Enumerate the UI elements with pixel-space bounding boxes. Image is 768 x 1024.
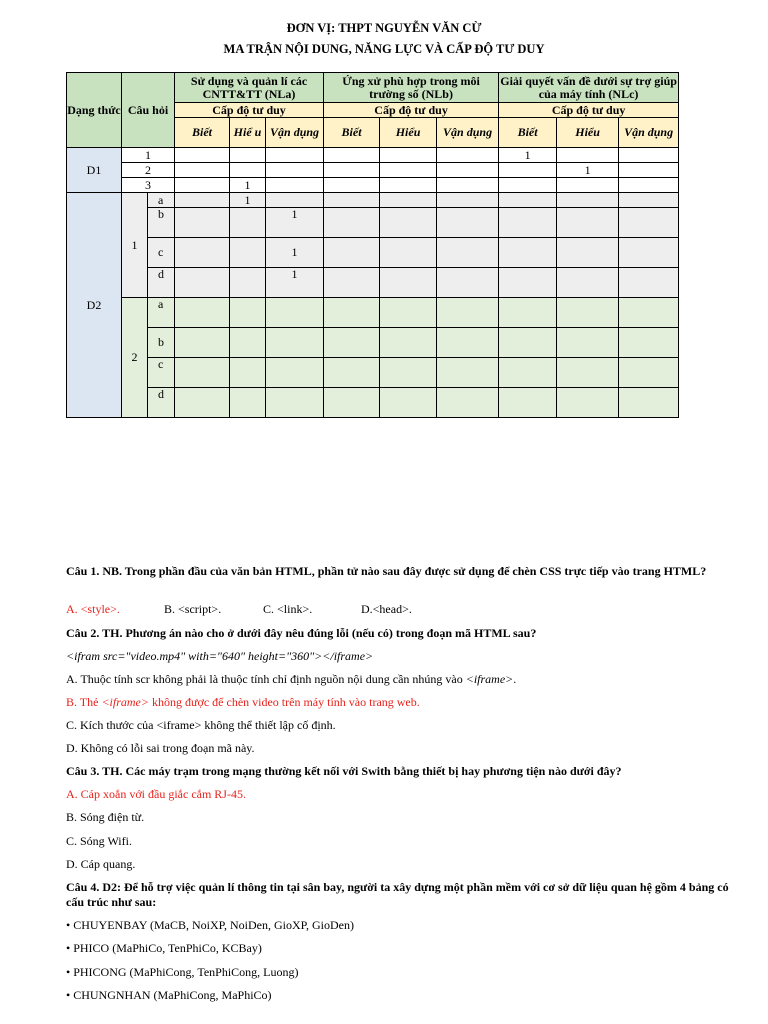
question-2-stem: Câu 2. TH. Phương án nào cho ở dưới đây nêu đúng lỗi (nếu có) trong đoạn mã HTML sau?	[66, 626, 537, 640]
question-1-option-d: D.<head>.	[361, 602, 412, 616]
question-1-stem: Câu 1. NB. Trong phần đầu của văn bản HTML, phần tử nào sau đây được sử dụng để chèn CSS trực tiếp vào trang HTML?	[66, 564, 707, 578]
cell	[499, 178, 557, 193]
cell: 1	[557, 163, 619, 178]
cell	[499, 328, 557, 358]
cell	[266, 328, 324, 358]
cell	[324, 208, 380, 238]
table-row	[67, 193, 679, 208]
cell	[175, 178, 230, 193]
cell: 1	[266, 238, 324, 268]
table-row	[67, 388, 679, 418]
question-2-option-a	[66, 672, 730, 687]
level-a-know: Biết	[175, 118, 230, 148]
cell	[380, 388, 437, 418]
cell	[437, 358, 499, 388]
col-header-question: Câu hỏi	[122, 73, 175, 148]
question-2-option-d: D. Không có lỗi sai trong đoạn mã này.	[66, 741, 255, 755]
level-a-understand: Hiể u	[230, 118, 266, 148]
question-1-option-a: A. <style>.	[66, 602, 120, 616]
option-code: <iframe>	[465, 672, 514, 686]
col-header-form: Dạng thức	[67, 73, 122, 148]
question-3-stem: Câu 3. TH. Các máy trạm trong mạng thường kết nối với Swith bằng thiết bị hay phương tiện nào dưới đây?	[66, 764, 622, 778]
cell	[557, 193, 619, 208]
cell	[324, 163, 380, 178]
cell	[557, 388, 619, 418]
sub-item: d	[148, 268, 175, 298]
cell	[266, 193, 324, 208]
cell	[619, 178, 679, 193]
question-3-option-b: B. Sóng điện từ.	[66, 810, 145, 824]
cell	[266, 178, 324, 193]
cell	[499, 238, 557, 268]
cell	[499, 208, 557, 238]
cell	[437, 208, 499, 238]
question-4-stem: Câu 4. D2: Để hỗ trợ việc quản lí thông tin tại sân bay, người ta xây dựng một phần mềm với cơ sở dữ liệu quan hệ gồm 4 bảng có cấu trúc như sau:	[66, 880, 729, 909]
cell	[619, 163, 679, 178]
cell	[266, 163, 324, 178]
cell	[380, 163, 437, 178]
cell	[324, 178, 380, 193]
cell	[230, 298, 266, 328]
sub-item: d	[148, 388, 175, 418]
question-4-table-3: • PHICONG (MaPhiCong, TenPhiCong, Luong)	[66, 965, 299, 979]
cell	[619, 268, 679, 298]
cell	[499, 193, 557, 208]
cell	[499, 163, 557, 178]
cell	[324, 358, 380, 388]
cell	[324, 268, 380, 298]
level-label-c: Cấp độ tư duy	[499, 103, 679, 118]
cell: 1	[499, 148, 557, 163]
cell	[619, 238, 679, 268]
table-row	[67, 148, 679, 163]
level-label-b: Cấp độ tư duy	[324, 103, 499, 118]
cell	[437, 388, 499, 418]
cell	[266, 358, 324, 388]
cell	[175, 163, 230, 178]
option-text: B. Thẻ	[66, 695, 102, 709]
cell	[324, 193, 380, 208]
cell	[619, 358, 679, 388]
cell	[499, 268, 557, 298]
cell	[230, 238, 266, 268]
content-matrix-table	[66, 72, 679, 418]
cell	[175, 328, 230, 358]
cell	[324, 328, 380, 358]
table-row	[67, 208, 679, 238]
cell	[557, 208, 619, 238]
table-row	[67, 358, 679, 388]
level-label-a: Cấp độ tư duy	[175, 103, 324, 118]
option-code: <iframe>	[101, 695, 149, 709]
cell	[557, 298, 619, 328]
question-1-option-b: B. <script>.	[164, 602, 222, 616]
level-a-apply: Vận dụng	[266, 118, 324, 148]
cell	[230, 388, 266, 418]
cell	[175, 148, 230, 163]
cell	[175, 298, 230, 328]
question-number: 1	[122, 148, 175, 163]
question-3-option-c: C. Sóng Wifi.	[66, 834, 132, 848]
cell	[557, 358, 619, 388]
level-c-understand: Hiểu	[557, 118, 619, 148]
cell: 1	[230, 193, 266, 208]
cell	[619, 388, 679, 418]
sub-item: b	[148, 328, 175, 358]
question-4-table-2: • PHICO (MaPhiCo, TenPhiCo, KCBay)	[66, 941, 262, 955]
cell	[499, 298, 557, 328]
cell	[175, 208, 230, 238]
cell	[437, 163, 499, 178]
cell	[557, 148, 619, 163]
table-row	[67, 328, 679, 358]
question-4-table-1: • CHUYENBAY (MaCB, NoiXP, NoiDen, GioXP, GioDen)	[66, 918, 354, 932]
sub-item: a	[148, 298, 175, 328]
group-header-nlc: Giải quyết vấn đề dưới sự trợ giúp của máy tính (NLc)	[500, 73, 677, 101]
question-1-options	[66, 602, 730, 617]
level-c-apply: Vận dụng	[619, 118, 679, 148]
cell	[499, 358, 557, 388]
cell	[380, 208, 437, 238]
question-2-code: <ifram src="video.mp4" with="640" height="360"></iframe>	[66, 649, 374, 663]
cell	[619, 208, 679, 238]
cell	[175, 358, 230, 388]
cell	[619, 193, 679, 208]
cell	[380, 238, 437, 268]
cell: 1	[266, 208, 324, 238]
cell	[175, 268, 230, 298]
group-header-nlb: Ứng xử phù hợp trong môi trường số (NLb)	[324, 73, 499, 103]
unit-heading: ĐƠN VỊ: THPT NGUYỄN VĂN CỪ	[286, 21, 482, 35]
question-number: 2	[122, 298, 148, 418]
sub-item: c	[148, 358, 175, 388]
question-3-option-a: A. Cáp xoắn với đầu giắc cắm RJ-45.	[66, 787, 246, 801]
sub-item: b	[148, 208, 175, 238]
cell	[437, 148, 499, 163]
cell	[230, 328, 266, 358]
cell	[380, 178, 437, 193]
question-1-option-c: C. <link>.	[263, 602, 313, 616]
option-text: không được để chèn video trên máy tính vào trang web.	[148, 695, 420, 709]
cell	[230, 163, 266, 178]
cell	[619, 148, 679, 163]
cell	[266, 298, 324, 328]
cell	[230, 358, 266, 388]
cell	[380, 148, 437, 163]
cell	[437, 268, 499, 298]
cell	[324, 298, 380, 328]
question-number: 2	[122, 163, 175, 178]
cell	[437, 193, 499, 208]
cell	[380, 298, 437, 328]
question-number: 1	[122, 193, 148, 298]
cell	[175, 388, 230, 418]
question-number: 3	[122, 178, 175, 193]
level-b-apply: Vận dụng	[437, 118, 499, 148]
table-row	[67, 238, 679, 268]
cell	[557, 268, 619, 298]
cell	[619, 298, 679, 328]
question-3-option-d: D. Cáp quang.	[66, 857, 136, 871]
cell	[175, 193, 230, 208]
option-text: A. Thuộc tính scr không phải là thuộc tính chỉ định nguồn nội dung cần nhúng vào	[66, 672, 466, 686]
cell	[557, 178, 619, 193]
question-4-table-4: • CHUNGNHAN (MaPhiCong, MaPhiCo)	[66, 988, 272, 1002]
cell	[437, 328, 499, 358]
cell	[230, 268, 266, 298]
level-b-understand: Hiểu	[380, 118, 437, 148]
question-2-option-b	[66, 695, 730, 710]
cell	[324, 238, 380, 268]
cell	[437, 178, 499, 193]
cell	[230, 208, 266, 238]
cell	[437, 298, 499, 328]
table-row	[67, 178, 679, 193]
cell	[266, 148, 324, 163]
cell	[266, 388, 324, 418]
level-b-know: Biết	[324, 118, 380, 148]
question-2-option-c: C. Kích thước của <iframe> không thể thiết lập cố định.	[66, 718, 336, 732]
cell	[380, 193, 437, 208]
sub-item: a	[148, 193, 175, 208]
table-row	[67, 268, 679, 298]
cell	[230, 148, 266, 163]
option-text: .	[513, 672, 517, 686]
cell	[324, 388, 380, 418]
cell	[557, 238, 619, 268]
cell	[437, 238, 499, 268]
cell	[324, 148, 380, 163]
level-c-know: Biết	[499, 118, 557, 148]
cell	[380, 328, 437, 358]
sub-item: c	[148, 238, 175, 268]
cell	[380, 358, 437, 388]
page-title: MA TRẬN NỘI DUNG, NĂNG LỰC VÀ CẤP ĐỘ TƯ DUY	[223, 42, 545, 56]
cell	[557, 328, 619, 358]
cell	[499, 388, 557, 418]
table-row	[67, 163, 679, 178]
cell	[619, 328, 679, 358]
group-header-nla: Sử dụng và quản lí các CNTT&TT (NLa)	[175, 73, 324, 103]
cell	[380, 268, 437, 298]
cell	[175, 238, 230, 268]
cell: 1	[230, 178, 266, 193]
form-d2: D2	[67, 193, 122, 418]
form-d1: D1	[67, 148, 122, 193]
cell: 1	[266, 268, 324, 298]
table-row	[67, 298, 679, 328]
